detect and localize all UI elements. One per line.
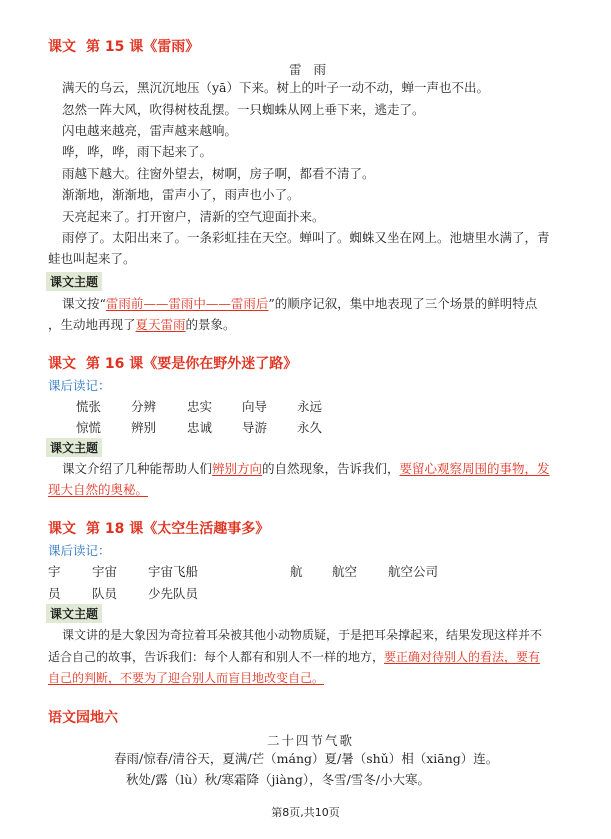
lesson15-paragraph: 雨停了。太阳出来了。一条彩虹挂在天空。蝉叫了。蜘蛛又坐在网上。池塘里水满了，青: [62, 230, 550, 245]
highlight-segment: 要留心观察周围的事物，发: [399, 461, 550, 476]
vocab-word: 宇宙飞船: [148, 564, 199, 579]
lesson15-paragraph: 哗，哗，哗，雨下起来了。: [62, 144, 213, 159]
song-line: 春雨/惊春/清谷天，夏满/芒（máng）夏/暑（shǔ）相（xiāng）连。: [114, 751, 499, 766]
lesson15-paragraph: 蛙也叫起来了。: [48, 251, 136, 266]
lesson16-theme-label: 课文主题: [46, 438, 102, 457]
highlight-segment: 辨别方向: [212, 461, 263, 476]
highlight-segment: 现大自然的奥秘。: [48, 482, 149, 497]
text-segment: 课文按“: [62, 296, 106, 311]
vocab-word: 宇宙: [92, 564, 118, 579]
lesson16-heading: [48, 353, 297, 373]
yuwen-heading: 语文园地六: [48, 710, 118, 726]
vocab-word: 永久: [297, 420, 323, 435]
highlight-segment: 夏天雷雨: [135, 317, 186, 332]
vocab-word: 忠诚: [187, 420, 213, 435]
vocab-word: 惊慌: [76, 420, 102, 435]
text-segment: ”的顺序记叙，集中地表现了三个场景的鲜明特点: [268, 296, 538, 311]
vocab-word: 航: [290, 564, 303, 579]
lesson18-heading-title: 第 18 课《太空生活趣事多》: [86, 521, 270, 537]
lesson18-theme-line2: [48, 650, 540, 664]
highlight-segment: 雷雨前——雷雨中——雷雨后: [105, 296, 269, 311]
vocab-word: 员: [48, 586, 61, 601]
lesson18-heading-kewen: 课文: [48, 521, 76, 537]
vocab-word: 宇: [48, 564, 61, 579]
highlight-segment: 自己的判断，不要为了迎合别人而盲目地改变自己。: [48, 671, 325, 685]
lesson15-paragraph: 闪电越来越亮，雷声越来越响。: [62, 123, 238, 138]
song-title: 二十四节气歌: [267, 733, 355, 748]
text-segment: 的自然现象，告诉我们，: [262, 461, 400, 476]
lesson15-heading-title: 第 15 课《雷雨》: [86, 39, 200, 55]
vocab-word: 永远: [297, 399, 323, 414]
vocab-word: 航空: [332, 564, 358, 579]
vocab-word: 导游: [242, 420, 268, 435]
vocab-word: 忠实: [187, 399, 213, 414]
lesson15-paragraph: 渐渐地，渐渐地，雷声小了，雨声也小了。: [62, 187, 300, 202]
text-segment: 的景象。: [185, 317, 236, 332]
lesson15-paragraph: 雨越下越大。往窗外望去，树啊，房子啊，都看不清了。: [62, 166, 375, 181]
vocab-word: 辨别: [131, 420, 157, 435]
vocab-word: 分辨: [131, 399, 157, 414]
lesson15-theme-label: 课文主题: [46, 272, 102, 291]
lesson18-theme-label: 课文主题: [46, 604, 102, 623]
lesson15-heading-kewen: 课文: [48, 39, 76, 55]
vocab-word: 慌张: [76, 399, 102, 414]
text-segment: ，生动地再现了: [48, 317, 136, 332]
lesson18-reading-label: 课后读记：: [48, 543, 111, 558]
lesson15-theme-line2: [48, 318, 236, 332]
highlight-segment: 要正确对待别人的看法，要有: [384, 650, 541, 664]
lesson15-theme-line1: [62, 297, 537, 311]
song-line: 秋处/露（lù）秋/寒霜降（jiàng），冬雪/雪冬/小大寒。: [126, 772, 431, 787]
lesson18-theme-line1: 课文讲的是大象因为奇拉着耳朵被其他小动物质疑，于是把耳朵撑起来，结果发现这样并不: [62, 628, 543, 642]
text-segment: 适合自己的故事，告诉我们：每个人都有和别人不一样的地方，: [48, 650, 385, 664]
lesson16-reading-label: 课后读记：: [48, 378, 111, 393]
vocab-word: 少先队员: [148, 586, 199, 601]
lesson15-paragraph: 天亮起来了。打开窗户，清新的空气迎面扑来。: [62, 209, 325, 224]
lesson15-poem-title: 雷 雨: [289, 62, 330, 77]
lesson15-heading: [48, 36, 199, 56]
vocab-word: 航空公司: [388, 564, 439, 579]
vocab-word: 向导: [242, 399, 268, 414]
lesson16-theme-line2: [48, 483, 148, 497]
page-footer: 第8页,共10页: [271, 806, 340, 819]
lesson16-heading-kewen: 课文: [48, 356, 76, 372]
vocab-word: 队员: [92, 586, 118, 601]
lesson15-paragraph: 忽然一阵大风，吹得树枝乱摆。一只蜘蛛从网上垂下来，逃走了。: [62, 102, 425, 117]
lesson15-paragraph: 满天的乌云，黑沉沉地压（yā）下来。树上的叶子一动不动，蝉一声也不出。: [62, 80, 490, 95]
lesson18-theme-line3: [48, 671, 324, 685]
lesson16-heading-title: 第 16 课《要是你在野外迷了路》: [86, 356, 298, 372]
lesson16-theme-line1: [62, 462, 550, 476]
lesson18-heading: [48, 518, 269, 538]
text-segment: 课文介绍了几种能帮助人们: [62, 461, 213, 476]
